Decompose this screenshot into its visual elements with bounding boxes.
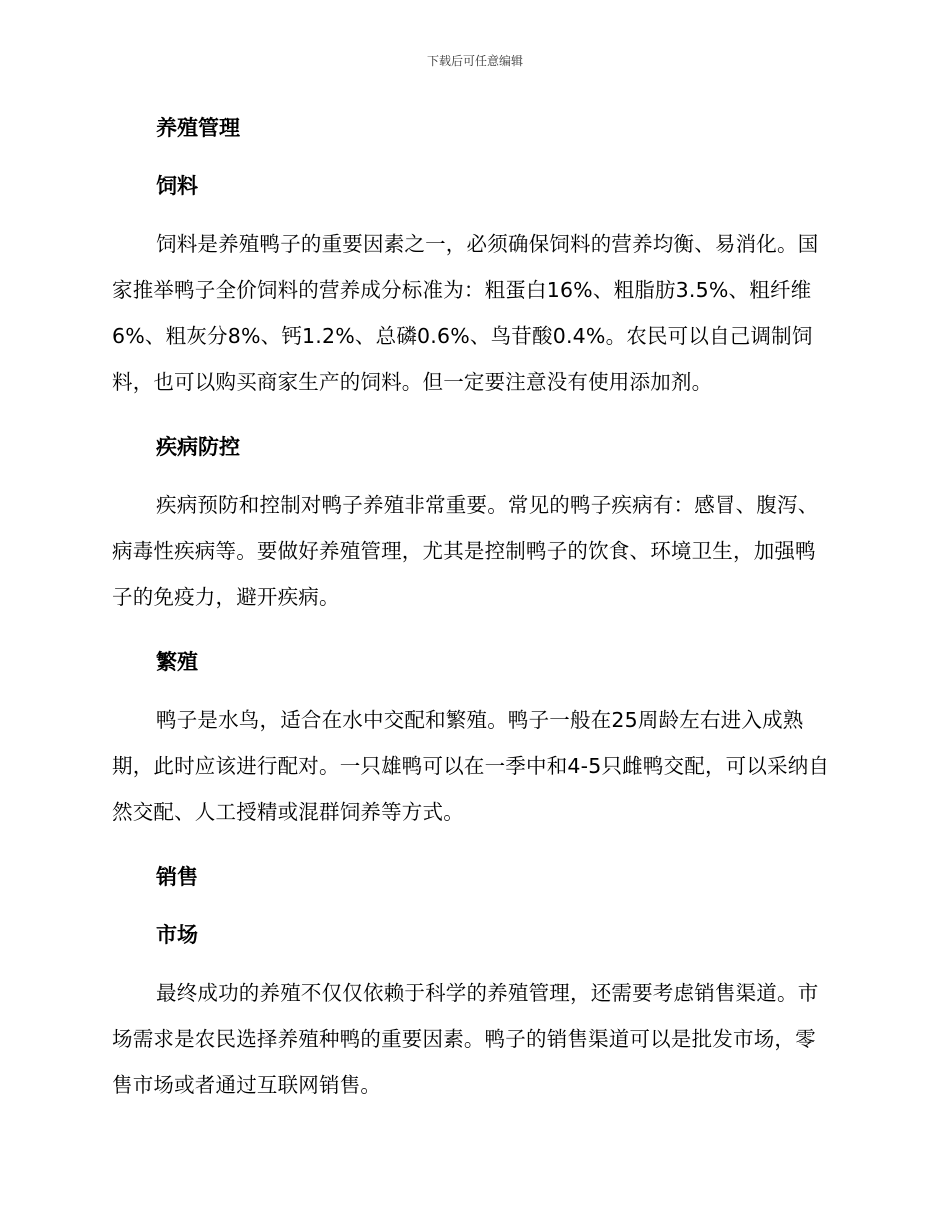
heading-market: 市场 (156, 923, 198, 947)
paragraph-disease-control: 疾病预防和控制对鸭子养殖非常重要。常见的鸭子疾病有：感冒、腹泻、病毒性疾病等。要做好养殖管理，尤其是控制鸭子的饮食、环境卫生，加强鸭子的免疫力，避开疾病。 (112, 493, 819, 609)
document-body (112, 112, 836, 1134)
paragraph-breeding: 鸭子是水鸟，适合在水中交配和繁殖。鸭子一般在25周龄左右进入成熟期，此时应该进行配对。一只雄鸭可以在一季中和4-5只雌鸭交配，可以采纳自然交配、人工授精或混群饲养等方式。 (112, 708, 830, 824)
page-header-note: 下载后可任意编辑 (426, 54, 523, 68)
heading-sales: 销售 (156, 865, 198, 889)
heading-breeding: 繁殖 (156, 650, 198, 674)
heading-management: 养殖管理 (156, 116, 240, 140)
paragraph-feed: 饲料是养殖鸭子的重要因素之一，必须确保饲料的营养均衡、易消化。国家推举鸭子全价饲料的营养成分标准为：粗蛋白16%、粗脂肪3.5%、粗纤维6%、粗灰分8%、钙1.2%、总磷0.6%、鸟苷酸0.4%。农民可以自己调制饲料，也可以购买商家生产的饲料。但一定要注意没有使用添加剂。 (112, 232, 819, 394)
paragraph-market: 最终成功的养殖不仅仅依赖于科学的养殖管理，还需要考虑销售渠道。市场需求是农民选择养殖种鸭的重要因素。鸭子的销售渠道可以是批发市场，零售市场或者通过互联网销售。 (112, 981, 819, 1097)
heading-disease-control: 疾病防控 (156, 435, 240, 459)
heading-feed: 饲料 (156, 174, 198, 198)
